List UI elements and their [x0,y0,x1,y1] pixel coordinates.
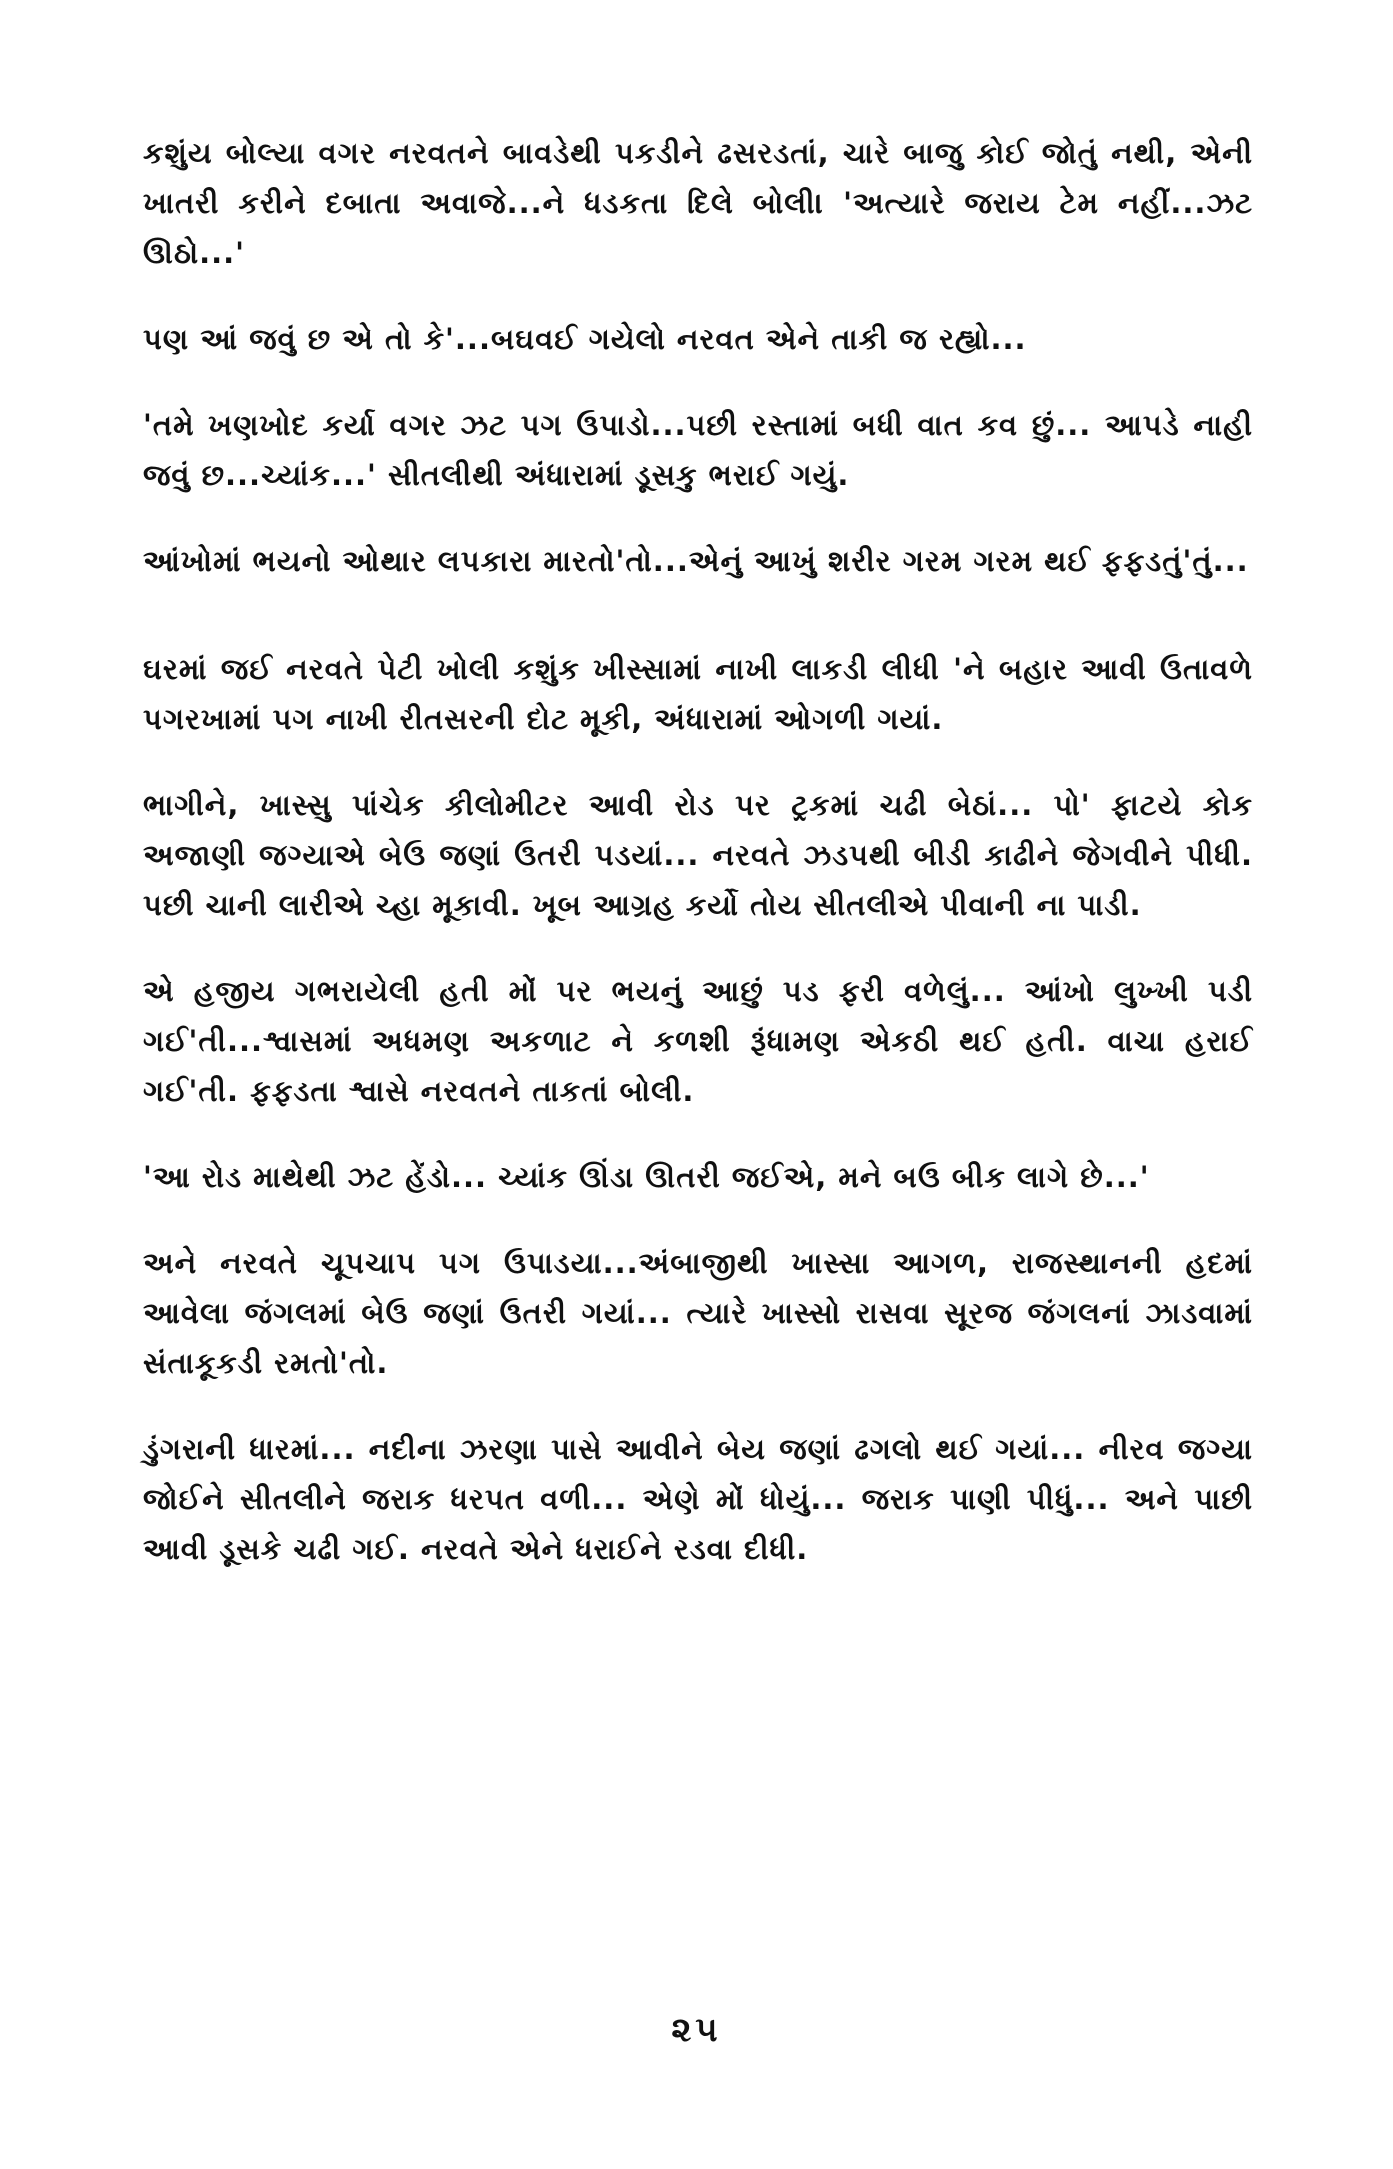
paragraph-9: અને નરવતે ચૂપચાપ પગ ઉપાડયા...અંબાજીથી ખાસ્સા આગળ, રાજસ્થાનની હદમાં આવેલા જંગલમાં બેઉ જણાં ઉતરી ગયાં... ત્યારે ખાસ્સો રાસવા સૂરજ જંગલનાં ઝાડવામાં સંતાકૂકડી રમતો'તો. [143,1246,1253,1380]
paragraph-2: પણ આં જવું છ એ તો કે'...બઘવઈ ગયેલો નરવત એને તાકી જ રહ્યો... [143,322,1027,356]
paragraph-10: ડુંગરાની ધારમાં... નદીના ઝરણા પાસે આવીને બેય જણાં ઢગલો થઈ ગયાં... નીરવ જગ્યા જોઈને સીતલીને જરાક ધરપત વળી... એણે મોં ધોયું... જરાક પાણી પીધું... અને પાછી આવી ડૂસકે ચઢી ગઈ. નરવતે એને ધરાઈને રડવા દીધી. [143,1432,1253,1566]
paragraph-7: એ હજીય ગભરાયેલી હતી મોં પર ભયનું આછું પડ ફરી વળેલું... આંખો લુખ્ખી પડી ગઈ'તી...શ્વાસમાં અધમણ અકળાટ ને કળશી રૂંધામણ એકઠી થઈ હતી. વાચા હરાઈ ગઈ'તી. ફફડતા શ્વાસે નરવતને તાકતાં બોલી. [143,974,1253,1108]
paragraph-5: ઘરમાં જઈ નરવતે પેટી ખોલી કશુંક ખીસ્સામાં નાખી લાકડી લીધી 'ને બહાર આવી ઉતાવળે પગરખામાં પગ નાખી રીતસરની દોટ મૂકી, અંધારામાં ઓગળી ગયાં. [143,652,1253,736]
paragraph-3: 'તમે ખણખોદ કર્યા વગર ઝટ પગ ઉપાડો...પછી રસ્તામાં બધી વાત કવ છું... આપડે નાહી જવું છ...ચ્યાંક...' સીતલીથી અંધારામાં ડૂસકુ ભરાઈ ગયું. [143,408,1253,492]
paragraph-4: આંખોમાં ભયનો ઓથાર લપકારા મારતો'તો...એનું આખું શરીર ગરમ ગરમ થઈ ફફડતું'તું... [143,544,1249,578]
paragraph-6: ભાગીને, ખાસ્સુ પાંચેક કીલોમીટર આવી રોડ પર ટ્રકમાં ચઢી બેઠાં... પો' ફાટયે કોક અજાણી જગ્યાએ બેઉ જણાં ઉતરી પડયાં... નરવતે ઝડપથી બીડી કાઢીને જેગવીને પીધી. પછી ચાની લારીએ ચ્હા મૂકાવી. ખૂબ આગ્રહ કર્યો તોય સીતલીએ પીવાની ના પાડી. [143,788,1253,922]
page-number: ૨૫ [671,2010,722,2050]
paragraph-8: 'આ રોડ માથેથી ઝટ હેંડો... ચ્યાંક ઊંડા ઊતરી જઈએ, મને બઉ બીક લાગે છે...' [143,1160,1150,1194]
body-text [143,128,1253,1610]
paragraph-1: કશુંય બોલ્યા વગર નરવતને બાવડેથી પકડીને ઢસરડતાં, ચારે બાજુ કોઈ જોતું નથી, એની ખાતરી કરીને દબાતા અવાજે...ને ધડકતા દિલે બોલી। 'અત્યારે જરાય ટેમ નહીં...ઝટ ઊઠો...' [143,136,1253,270]
